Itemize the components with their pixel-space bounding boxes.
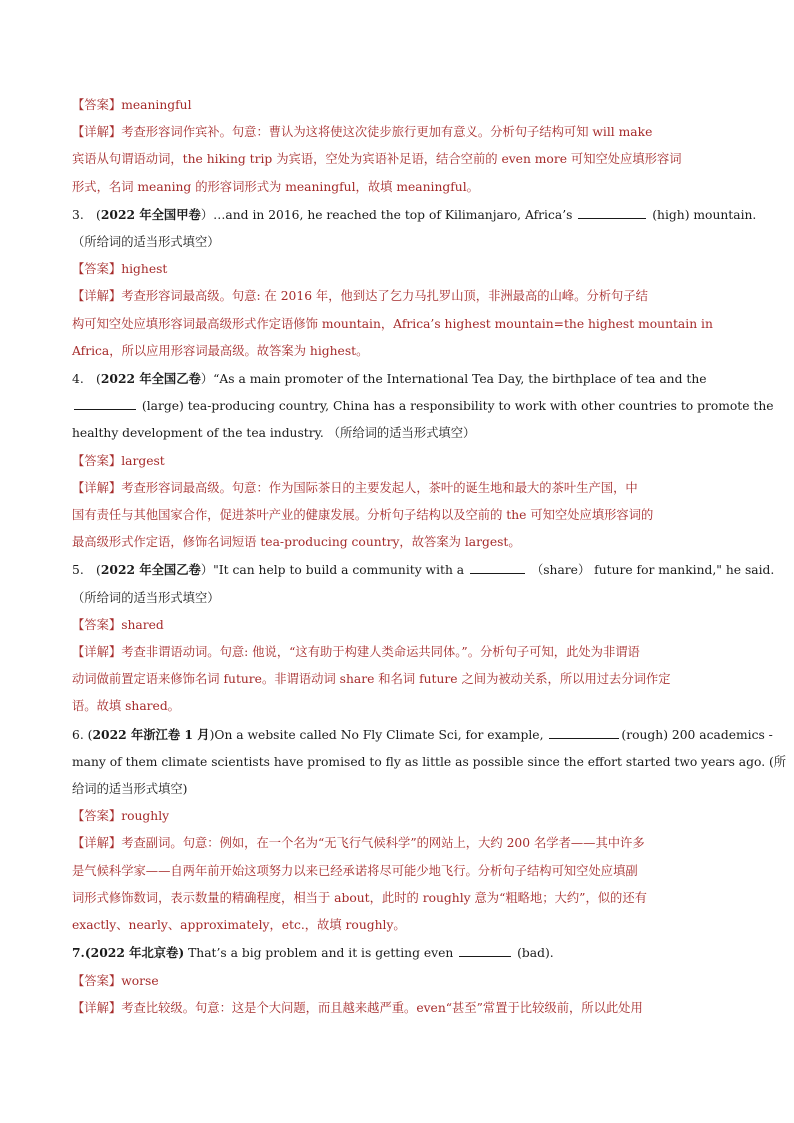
answer-text: meaningful	[121, 98, 192, 112]
answer-text: 最高级形式作定语，修饰名词短语 tea-producing country，故答案为 largest。	[72, 535, 521, 550]
text-line	[72, 174, 724, 201]
answer-text: 国有责任与其他国家合作，促进茶叶产业的健康发展。分析句子结构以及空前的 the 可知空处应填形容词的	[72, 508, 654, 523]
text-line	[72, 229, 724, 256]
answer-blank	[578, 206, 646, 219]
text-line	[72, 639, 724, 666]
question-text: (high) mountain.	[648, 207, 757, 222]
answer-text: 考查非谓语动词。句意: 他说，“这有助于构建人类命运共同体。”。分析句子可知，此处为非谓语	[121, 645, 640, 660]
question-block-q5	[72, 556, 775, 720]
text-line	[72, 338, 724, 365]
question-text: ）“As a main promoter of the International Tea Day, the birthplace of tea and the	[200, 372, 707, 387]
text-line	[72, 475, 724, 502]
answer-text: worse	[121, 973, 159, 988]
text-line	[72, 502, 724, 529]
question-text: (rough) 200 academics -	[621, 727, 773, 742]
question-block-q4	[72, 365, 774, 556]
answer-blank	[459, 944, 511, 957]
text-line	[72, 776, 724, 803]
answer-text: 【答案】	[72, 809, 122, 824]
answer-text: 宾语从句谓语动词，the hiking trip 为宾语，空处为宾语补足语，结合空前的 even more 可知空处应填形容词	[72, 152, 682, 167]
source-label: 2022 年浙江卷 1 月	[92, 726, 210, 742]
question-text: (large) tea-producing country, China has a responsibility to work with other countries to promote the	[138, 399, 774, 414]
text-line	[72, 693, 724, 720]
answer-text: 【详解】	[72, 125, 122, 140]
source-label: 2022 年全国乙卷	[100, 371, 201, 387]
text-line	[72, 119, 724, 146]
text-line	[72, 311, 724, 338]
text-line	[72, 858, 724, 885]
document-page	[72, 92, 787, 1022]
source-label: 2022 年全国甲卷	[100, 206, 201, 222]
text-line	[72, 749, 787, 776]
question-text: （share） future for mankind," he said.	[527, 563, 775, 578]
answer-text: 动词做前置定语来修饰名词 future。非谓语动词 share 和名词 future 之间为被动关系，所以用过去分词作定	[72, 672, 671, 687]
answer-text: largest	[121, 453, 165, 468]
answer-text: 考查副词。句意：例如，在一个名为“无飞行气候科学”的网站上，大约 200 名学者——其中许多	[121, 836, 645, 851]
answer-text: 词形式修饰数词，表示数量的精确程度，相当于 about，此时的 roughly 意为“粗略地；大约”，似的还有	[72, 890, 647, 905]
question-text: )On a website called No Fly Climate Sci, for example,	[209, 727, 548, 742]
question-text: many of them climate scientists have promised to fly as little as possible since the effort started two years ago. (所	[72, 754, 787, 769]
question-text: That’s a big problem and it is getting even	[184, 946, 458, 961]
question-text: 4. (	[72, 372, 101, 387]
question-text: （所给词的适当形式填空）	[72, 590, 220, 605]
answer-text: 是气候科学家——自两年前开始这项努力以来已经承诺将尽可能少地飞行。分析句子结构可知空处应填副	[72, 863, 638, 878]
answer-text: 语。故填 shared。	[72, 699, 180, 714]
question-text: ）"It can help to build a community with a	[200, 563, 469, 578]
answer-text: 【答案】	[72, 973, 122, 988]
text-line	[72, 612, 724, 639]
question-text: （所给词的适当形式填空）	[72, 235, 220, 250]
text-line	[72, 201, 757, 229]
answer-text: exactly、nearly、approximately，etc.，故填 roughly。	[72, 918, 406, 933]
question-block-q7	[72, 939, 724, 1022]
text-line	[72, 912, 724, 939]
text-line	[72, 393, 774, 420]
question-block-q3	[72, 201, 757, 365]
text-line	[72, 92, 724, 119]
answer-text: 【详解】	[72, 836, 122, 851]
text-line	[72, 885, 724, 912]
answer-blank	[549, 726, 619, 739]
answer-text: 【详解】	[72, 645, 122, 660]
answer-blank	[470, 561, 525, 574]
answer-text: roughly	[121, 809, 170, 824]
text-line	[72, 721, 773, 749]
source-label: 2022 年全国乙卷	[100, 562, 201, 578]
answer-text: 【答案】	[72, 617, 122, 632]
answer-text: 形式，名词 meaning 的形容词形式为 meaningful，故填 meaningful。	[72, 179, 479, 194]
text-line	[72, 666, 724, 693]
answer-text: Africa，所以应用形容词最高级。故答案为 highest。	[72, 343, 369, 358]
text-line	[72, 448, 724, 475]
text-line	[72, 146, 724, 173]
text-line	[72, 585, 724, 612]
text-line	[72, 256, 724, 283]
answer-blank	[74, 397, 136, 410]
question-text: 给词的适当形式填空)	[72, 782, 188, 797]
text-line	[72, 283, 724, 310]
answer-text: 构可知空处应填形容词最高级形式作定语修饰 mountain，Africa’s highest mountain=the highest mountain in	[72, 316, 713, 331]
answer-text: 【详解】	[72, 1000, 122, 1015]
question-text: healthy development of the tea industry. （所给词的适当形式填空）	[72, 426, 476, 441]
source-label: 7.(2022 年北京卷)	[72, 945, 185, 961]
question-text: 6. (	[72, 727, 93, 742]
text-line	[72, 803, 724, 830]
text-line	[72, 968, 724, 995]
answer-text: 考查比较级。句意：这是个大问题，而且越来越严重。even“甚至”常置于比较级前，所以此处用	[121, 1000, 643, 1015]
answer-text: 【详解】	[72, 289, 122, 304]
answer-text: 考查形容词最高级。句意: 在 2016 年，他到达了乞力马扎罗山顶，非洲最高的山峰。分析句子结	[121, 289, 648, 304]
question-block-p1	[72, 92, 724, 201]
text-line	[72, 365, 724, 393]
text-line	[72, 830, 724, 857]
answer-text: highest	[121, 262, 168, 277]
question-block-q6	[72, 721, 787, 940]
question-text: 3. (	[72, 207, 101, 222]
answer-text: 考查形容词最高级。句意：作为国际茶日的主要发起人，茶叶的诞生地和最大的茶叶生产国，中	[121, 480, 638, 495]
text-line	[72, 420, 724, 447]
question-text: 5. (	[72, 563, 101, 578]
answer-text: 【答案】	[72, 98, 122, 112]
text-line	[72, 939, 724, 967]
answer-text: 【答案】	[72, 262, 122, 277]
question-text: (bad).	[513, 946, 554, 961]
text-line	[72, 529, 724, 556]
answer-text: shared	[121, 617, 164, 632]
text-line	[72, 556, 775, 584]
question-text: ）…and in 2016, he reached the top of Kilimanjaro, Africa’s	[200, 207, 577, 222]
text-line	[72, 995, 724, 1022]
answer-text: 【答案】	[72, 453, 122, 468]
answer-text: 考查形容词作宾补。句意：曹认为这将使这次徒步旅行更加有意义。分析句子结构可知 will make	[121, 125, 653, 140]
answer-text: 【详解】	[72, 480, 122, 495]
